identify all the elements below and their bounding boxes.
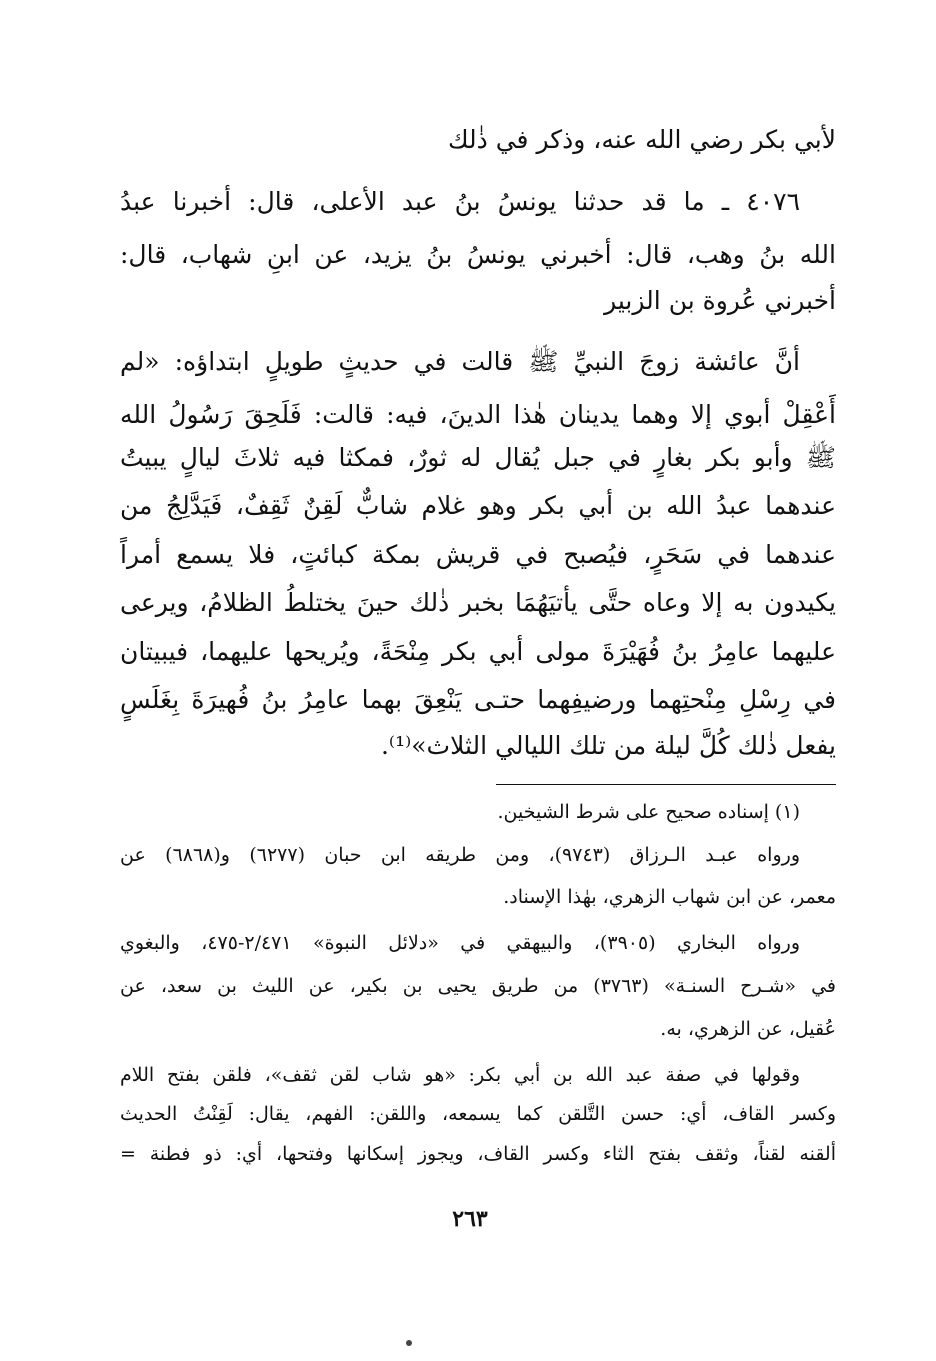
body-line: عندهما في سَحَرٍ، فيُصبح في قريش بمكة كبائتٍ، فلا يسمع أمراً: [120, 540, 836, 569]
footnote-line: في «شـرح السنـة» (٣٧٦٣) من طريق يحيى بن بكير، عن الليث بن سعد، عن: [120, 975, 837, 997]
footnote-separator: [496, 784, 836, 785]
footnote-line: عُقيل، عن الزهري، به.: [660, 1018, 836, 1040]
footnote-line: ورواه البخاري (٣٩٠٥)، والبيهقي في «دلائل النبوة» ٢/٤٧١-٤٧٥، والبغوي: [120, 932, 800, 954]
body-line: أنَّ عائشة زوجَ النبيِّ ﷺ قالت في حديثٍ طويلٍ ابتداؤه: «لم: [120, 347, 800, 376]
main-text: [120, 120, 836, 780]
body-line: أخبرني عُروة بن الزبير: [604, 286, 836, 315]
body-line: يكيدون به إلا وعاه حتَّى يأتيَهُمَا بخبر ذٰلك حينَ يختلطُ الظلامُ، ويرعى: [120, 588, 836, 617]
body-line: عندهما عبدُ الله بن أبي بكر وهو غلام شابٌّ لَقِنٌ ثَقِفٌ، فَيَدَّلِجُ من: [120, 491, 836, 520]
footnote-line: ورواه عبـد الـرزاق (٩٧٤٣)، ومن طريقه ابن حبان (٦٢٧٧) و(٦٨٦٨) عن: [120, 844, 800, 866]
footnote-line: وقولها في صفة عبد الله بن أبي بكر: «هو شاب لقن ثقف»، فلقن بفتح اللام: [120, 1064, 800, 1086]
body-line: في رِسْلِ مِنْحتِهما ورضيفِهما حتـى يَنْعِقَ بهما عامِرُ بنُ فُهيرَةَ بِغَلَسٍ: [120, 685, 836, 714]
body-line: ﷺ وأبو بكر بغارٍ في جبل يُقال له ثورٌ، فمكثا فيه ثلاثَ ليالٍ يبيتُ: [120, 443, 836, 472]
body-line: أَعْقِلْ أبوي إلا وهما يدينان هٰذا الدينَ، فيه: قالت: فَلَحِقَ رَسُولُ الله: [120, 400, 836, 429]
body-line: الله بنُ وهب، قال: أخبرني يونسُ بنُ يزيد، عن ابنِ شهاب، قال:: [120, 240, 836, 269]
footnote-line: ألقنه لقناً، وثقف بفتح الثاء وكسر القاف، ويجوز إسكانها وفتحها، أي: ذو فطنة =: [120, 1143, 836, 1165]
page-number: ٢٦٣: [452, 1206, 488, 1232]
footnote-line: معمر، عن ابن شهاب الزهري، بهٰذا الإسناد.: [503, 886, 836, 908]
footnotes: [120, 796, 836, 1196]
body-line: ٤٠٧٦ ـ ما قد حدثنا يونسُ بنُ عبد الأعلى، قال: أخبرنا عبدُ: [120, 187, 800, 216]
body-line: عليهما عامِرُ بنُ فُهَيْرَةَ مولى أبي بكر مِنْحَةً، ويُريحها عليهما، فيبيتان: [120, 637, 836, 666]
body-line: يفعل ذٰلك كُلَّ ليلة من تلك الليالي الثلاث»⁽¹⁾.: [380, 731, 836, 760]
scan-mark: [406, 1340, 412, 1346]
body-line: لأبي بكر رضي الله عنه، وذكر في ذٰلك: [447, 125, 836, 154]
footnote-line: وكسر القاف، أي: حسن التَّلقن كما يسمعه، واللقن: الفهم، يقال: لَقِنْتُ الحديث: [120, 1103, 836, 1125]
footnote-line: (١) إسناده صحيح على شرط الشيخين.: [497, 801, 800, 823]
